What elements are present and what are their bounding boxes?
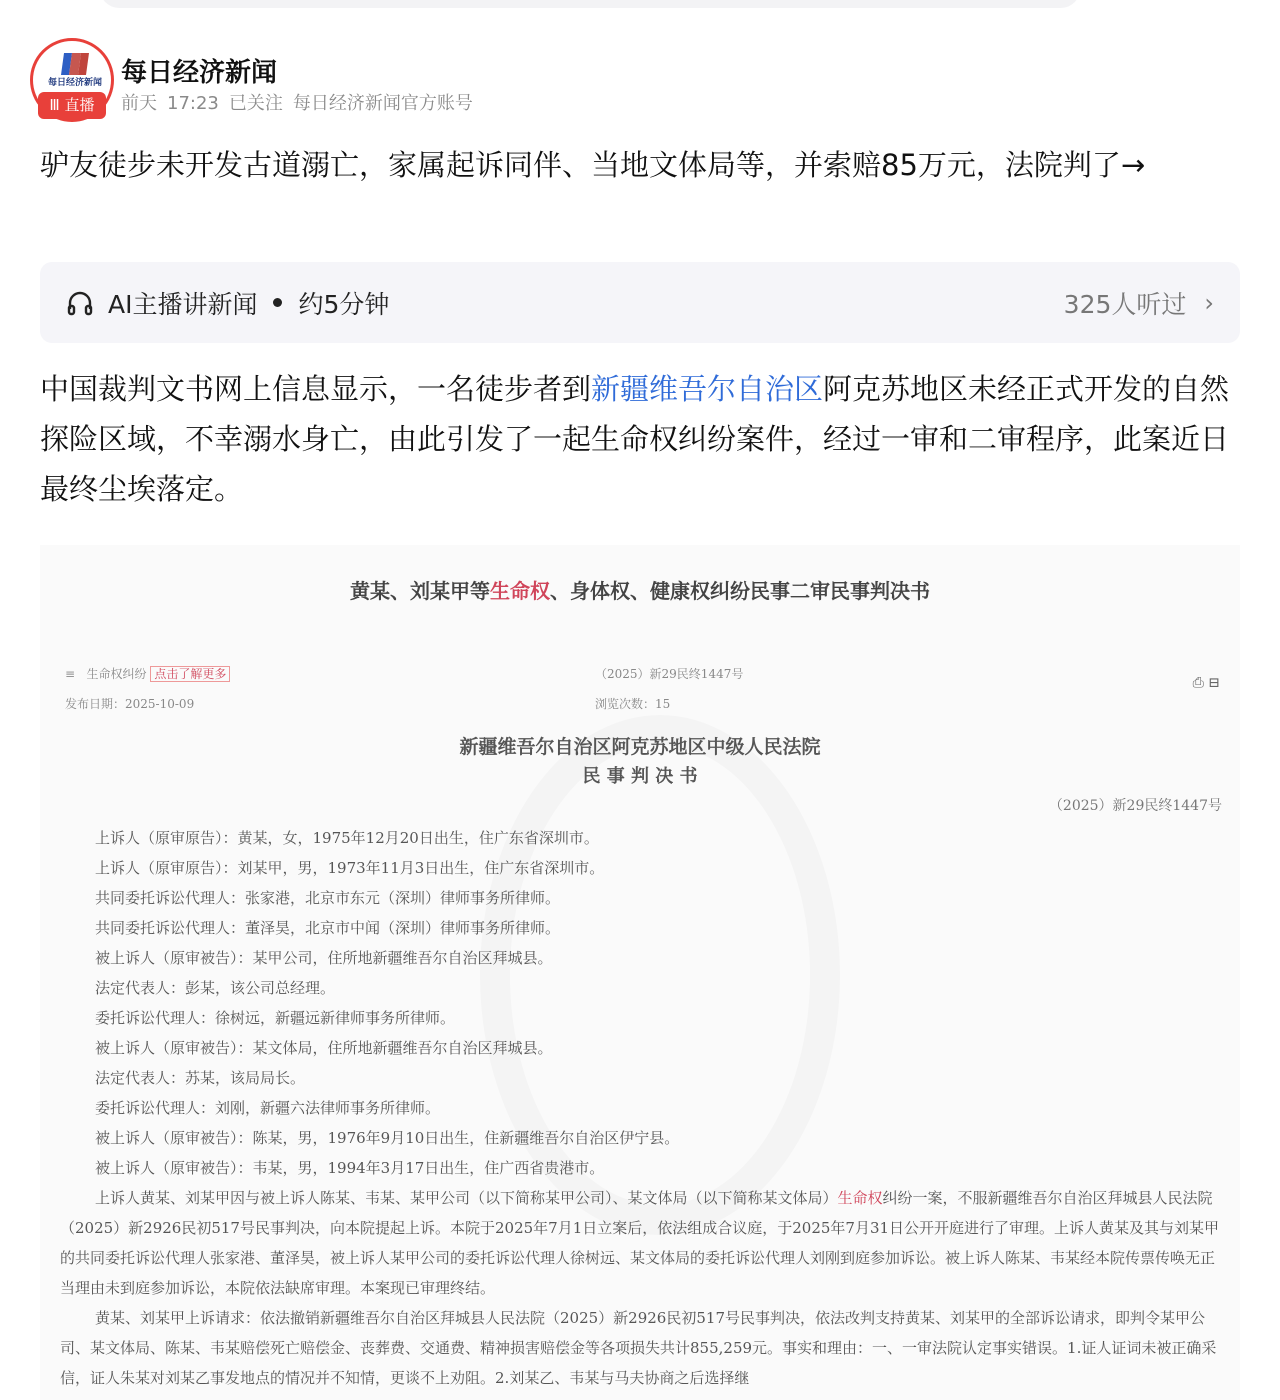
live-bars-icon: Ⅲ <box>49 96 65 114</box>
body-paragraph-2: 黄某、刘某甲上诉请求：依法撤销新疆维吾尔自治区拜城县人民法院（2025）新2926民初517号民事判决，依法改判支持黄某、刘某甲的全部诉讼请求，即判令某甲公司、某文体局、陈某、韦某赔偿死亡赔偿金、丧葬费、交通费、精神损害赔偿金等各项损失共计855,259元。事实和理由：一、一审法院认定事实错误。1.证人证词未被正确采信，证人朱某对刘某乙事发地点的情况并不知情，更谈不上劝阻。2.刘某乙、韦某与马夫协商之后选择继 <box>60 1309 1217 1387</box>
brand-logo-icon <box>61 51 89 77</box>
body-paragraph-1: 上诉人黄某、刘某甲因与被上诉人陈某、韦某、某甲公司（以下简称某甲公司）、某文体局（以下简称某文体局）生命权纠纷一案，不服新疆维吾尔自治区拜城县人民法院（2025）新2926民初517号民事判决，向本院提起上诉。本院于2025年7月1日立案后，依法组成合议庭，于2025年7月31日公开开庭进行了审理。上诉人黄某及其与刘某甲的共同委托诉讼代理人张家港、董泽昊，被上诉人某甲公司的委托诉讼代理人徐树远、某文体局的委托诉讼代理人刘刚到庭参加诉讼。被上诉人陈某、韦某经本院传票传唤无正当理由未到庭参加诉讼，本院依法缺席审理。本案现已审理终结。 <box>60 1189 1220 1297</box>
party-line: 被上诉人（原审被告）：陈某，男，1976年9月10日出生，住新疆维吾尔自治区伊宁县。 <box>95 1129 680 1147</box>
party-line: 委托诉讼代理人：徐树远，新疆远新律师事务所律师。 <box>95 1009 456 1027</box>
follow-status[interactable]: 已关注 <box>228 93 283 114</box>
chevron-right-icon: › <box>1204 288 1214 317</box>
party-line: 上诉人（原审原告）：刘某甲，男，1973年11月3日出生，住广东省深圳市。 <box>95 859 605 877</box>
post-meta <box>121 89 483 115</box>
account-description: 每日经济新闻官方账号 <box>292 93 473 114</box>
party-line: 共同委托诉讼代理人：董泽昊，北京市中闻（深圳）律师事务所律师。 <box>95 919 561 937</box>
account-name[interactable]: 每日经济新闻 <box>121 58 278 88</box>
case-number: （2025）新29民终1447号 <box>1048 798 1222 814</box>
party-line: 被上诉人（原审被告）：某文体局，住所地新疆维吾尔自治区拜城县。 <box>95 1039 553 1057</box>
listener-count: 325人听过 <box>1063 289 1187 319</box>
party-line: 法定代表人：苏某，该局局长。 <box>95 1069 306 1087</box>
document-title: 黄某、刘某甲等生命权、身体权、健康权纠纷民事二审民事判决书 <box>350 579 930 603</box>
party-line: 法定代表人：彭某，该公司总经理。 <box>95 979 336 997</box>
live-badge[interactable] <box>38 92 106 119</box>
ai-label: AI主播讲新闻 <box>108 289 258 319</box>
post-day: 前天 <box>121 93 157 114</box>
separator-dot <box>273 298 282 307</box>
print-download-icon[interactable]: ⎙ ⊟ <box>1192 675 1220 691</box>
post-time: 17:23 <box>167 93 219 114</box>
para-text: 阿克苏地区未经正式开发的自然探险区域，不幸溺水身亡，由此引发了一起生命权纠纷案件，经过一审和二审程序，此案近日最终尘埃落定。 <box>40 372 1230 506</box>
ai-audio-bar[interactable] <box>40 262 1240 343</box>
judgment-body <box>60 1183 1225 1393</box>
judgment-document-image[interactable] <box>40 545 1240 1400</box>
court-name: 新疆维吾尔自治区阿克苏地区中级人民法院 <box>459 736 821 758</box>
case-cause: ≡ 生命权纠纷 点击了解更多 <box>65 665 230 682</box>
party-line: 共同委托诉讼代理人：张家港，北京市东元（深圳）律师事务所律师。 <box>95 889 561 907</box>
article-paragraph <box>40 364 1240 514</box>
search-bar[interactable] <box>100 0 1080 8</box>
article-title: 驴友徒步未开发古道溺亡，家属起诉同伴、当地文体局等，并索赔85万元，法院判了→ <box>40 148 1146 182</box>
party-list <box>95 823 679 1183</box>
live-badge-label: 直播 <box>64 96 95 114</box>
document-type: 民 事 判 决 书 <box>582 766 698 787</box>
view-count: 浏览次数：15 <box>595 697 671 711</box>
region-link[interactable]: 新疆维吾尔自治区 <box>591 372 824 406</box>
publish-date: 发布日期：2025-10-09 <box>65 697 195 711</box>
party-line: 上诉人（原审原告）：黄某，女，1975年12月20日出生，住广东省深圳市。 <box>95 829 599 847</box>
para-text: 中国裁判文书网上信息显示，一名徒步者到 <box>40 372 592 406</box>
ai-duration: 约5分钟 <box>298 289 390 319</box>
party-line: 被上诉人（原审被告）：某甲公司，住所地新疆维吾尔自治区拜城县。 <box>95 949 553 967</box>
case-no-top: （2025）新29民终1447号 <box>595 667 744 681</box>
party-line: 被上诉人（原审被告）：韦某，男，1994年3月17日出生，住广西省贵港市。 <box>95 1159 605 1177</box>
party-line: 委托诉讼代理人：刘刚，新疆六法律师事务所律师。 <box>95 1099 441 1117</box>
brand-logo-text: 每日经济新闻 <box>47 78 102 88</box>
headphones-icon <box>66 289 94 317</box>
